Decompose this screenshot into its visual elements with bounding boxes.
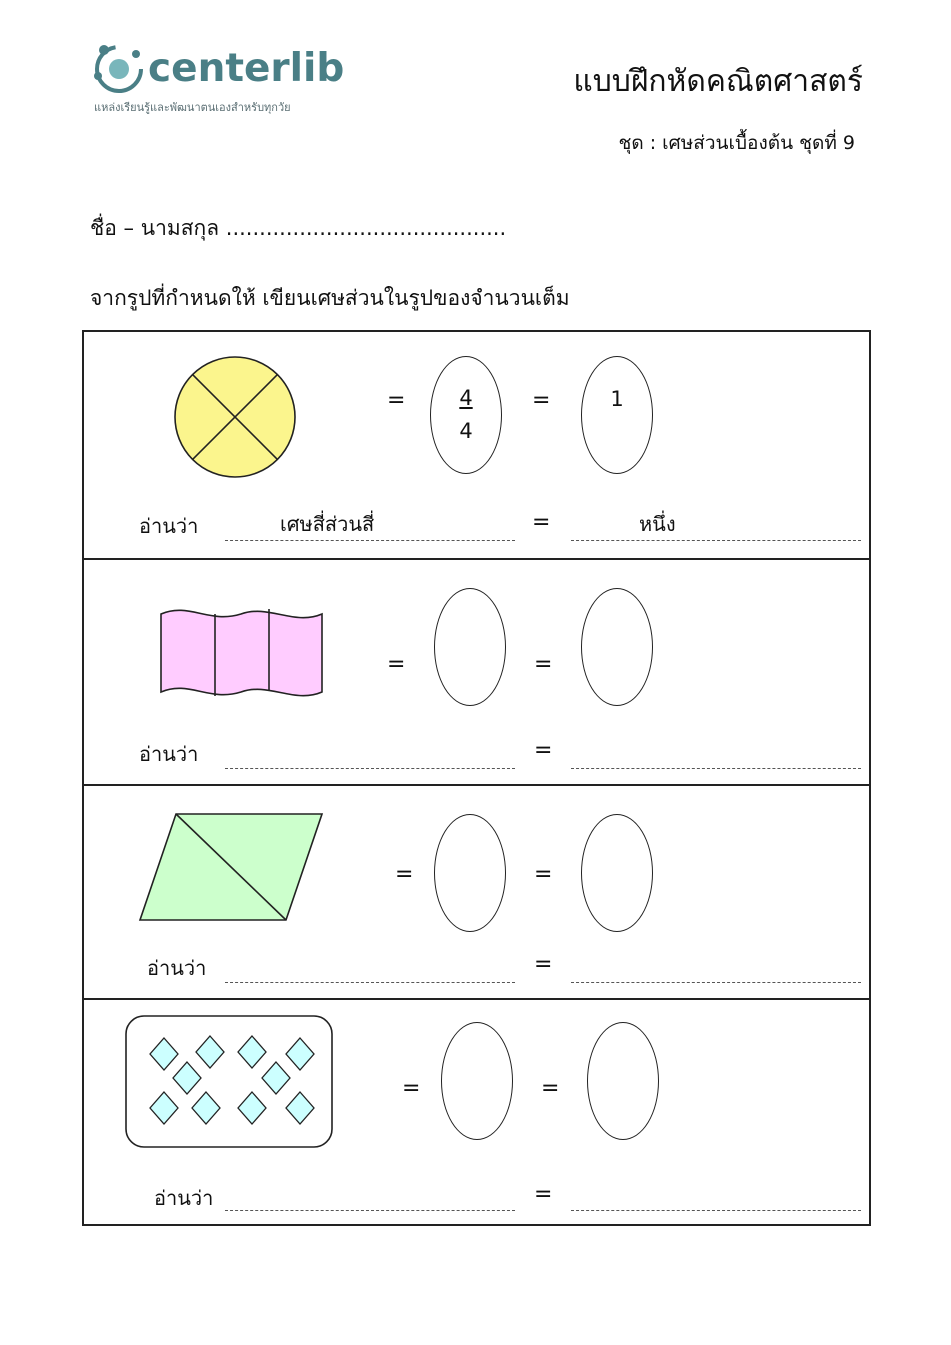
whole-reading-line[interactable] <box>571 982 861 983</box>
read-as-label: อ่านว่า <box>139 514 199 538</box>
equals-sign: = <box>534 862 553 887</box>
equals-sign: = <box>387 388 406 413</box>
equals-sign: = <box>532 388 551 413</box>
student-name-line: ชื่อ – นามสกุล .......................................... <box>90 216 507 240</box>
logo-mark-icon <box>92 42 146 96</box>
read-as-label: อ่านว่า <box>154 1186 214 1210</box>
exercise-row-3 <box>84 784 869 998</box>
equals-sign: = <box>534 952 553 977</box>
logo-wordmark: centerlib <box>148 46 345 91</box>
wavy-banner-figure <box>159 606 325 702</box>
exercise-row-2 <box>84 558 869 784</box>
fraction-reading-line[interactable] <box>225 1210 515 1211</box>
logo-tagline: แหล่งเรียนรู้และพัฒนาตนเองสำหรับทุกวัย <box>94 101 291 114</box>
equals-sign: = <box>534 1182 553 1207</box>
fraction-oval <box>430 356 502 474</box>
worksheet-subtitle: ชุด : เศษส่วนเบื้องต้น ชุดที่ 9 <box>618 132 855 154</box>
fraction-denominator: 4 <box>459 419 473 443</box>
fraction-reading-line[interactable] <box>225 540 515 541</box>
instruction-text: จากรูปที่กำหนดให้ เขียนเศษส่วนในรูปของจำนวนเต็ม <box>90 286 570 310</box>
page-title: แบบฝึกหัดคณิตศาสตร์ <box>573 64 863 99</box>
equals-sign: = <box>541 1076 560 1101</box>
exercise-row-1 <box>84 332 869 558</box>
parallelogram-figure <box>138 812 324 922</box>
diamonds-box-figure <box>124 1014 336 1150</box>
equals-sign: = <box>534 738 553 763</box>
fraction-reading-line[interactable] <box>225 982 515 983</box>
centerlib-logo <box>92 40 345 120</box>
equals-sign: = <box>402 1076 421 1101</box>
equals-sign: = <box>395 862 414 887</box>
quartered-circle-figure <box>172 354 298 480</box>
fraction-oval[interactable] <box>434 588 506 706</box>
fraction-reading-line[interactable] <box>225 768 515 769</box>
whole-reading-answer: หนึ่ง <box>639 512 676 536</box>
whole-number-oval[interactable] <box>581 588 653 706</box>
fraction-numerator: 4 <box>459 386 473 410</box>
whole-reading-line[interactable] <box>571 1210 861 1211</box>
whole-number-oval <box>581 356 653 474</box>
whole-reading-line[interactable] <box>571 540 861 541</box>
fraction-oval[interactable] <box>441 1022 513 1140</box>
exercise-row-4 <box>84 998 869 1224</box>
read-as-label: อ่านว่า <box>139 742 199 766</box>
whole-number-answer: 1 <box>610 387 624 411</box>
equals-sign: = <box>532 510 551 535</box>
whole-number-oval[interactable] <box>587 1022 659 1140</box>
equals-sign: = <box>534 652 553 677</box>
whole-number-oval[interactable] <box>581 814 653 932</box>
fraction-reading-answer: เศษสี่ส่วนสี่ <box>280 512 375 536</box>
exercise-table <box>82 330 871 1226</box>
fraction-oval[interactable] <box>434 814 506 932</box>
equals-sign: = <box>387 652 406 677</box>
read-as-label: อ่านว่า <box>147 956 207 980</box>
whole-reading-line[interactable] <box>571 768 861 769</box>
